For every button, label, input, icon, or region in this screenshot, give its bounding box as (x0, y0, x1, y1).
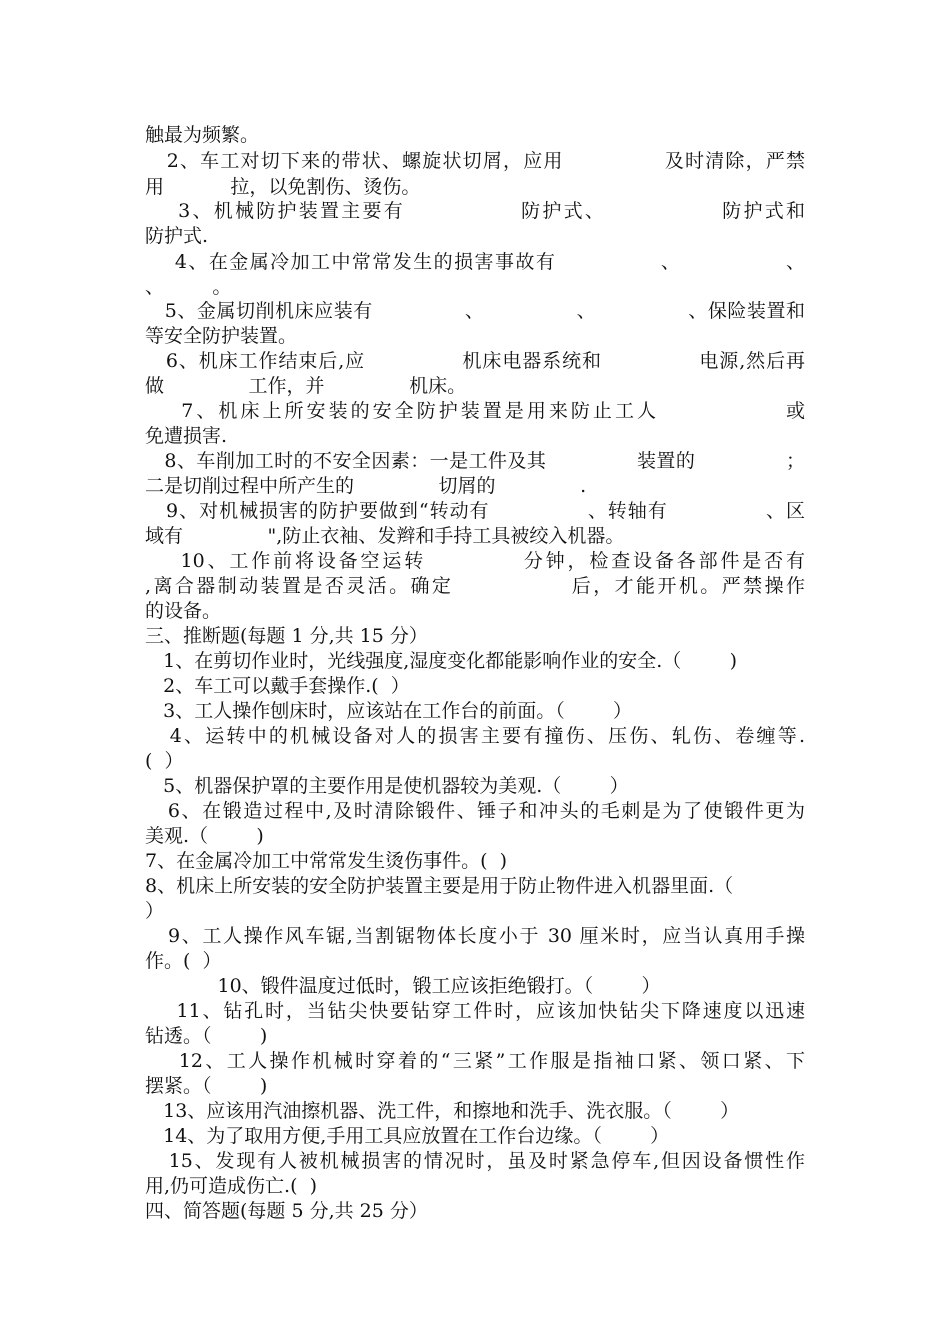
question-line: 5、机器保护罩的主要作用是使机器较为美观.（ ） (145, 775, 629, 797)
question-line: ( ） (145, 750, 184, 772)
question-line: 摆紧。（ ) (145, 1075, 268, 1097)
text-line: 防护式. (145, 225, 209, 247)
question-line: 7、在金属冷加工中常常发生烫伤事件。( ) (145, 850, 507, 872)
text-line: 4、在金属冷加工中常常发生的损害事故有 、 、 (145, 251, 805, 273)
question-line: 11、钻孔时，当钻尖快要钻穿工件时，应该加快钻尖下降速度以迅速 (145, 1000, 805, 1022)
question-line: 9、工人操作风车锯,当割锯物体长度小于 30 厘米时，应当认真用手操 (145, 925, 805, 947)
question-line: 4、运转中的机械设备对人的损害主要有撞伤、压伤、轧伤、卷缠等. (145, 725, 805, 747)
text-line: 域有 ",防止衣袖、发辫和手持工具被绞入机器。 (145, 525, 625, 547)
text-line: 6、机床工作结束后,应 机床电器系统和 电源,然后再 (145, 350, 805, 372)
question-line: 15、发现有人被机械损害的情况时，虽及时紧急停车,但因设备惯性作 (145, 1150, 805, 1172)
question-line: 6、在锻造过程中,及时清除锻件、锤子和冲头的毛刺是为了使锻件更为 (145, 800, 805, 822)
question-line: 13、应该用汽油擦机器、洗工件，和擦地和洗手、洗衣服。（ ） (145, 1100, 740, 1122)
question-line: 钻透。（ ) (145, 1025, 268, 1047)
question-line: 10、锻件温度过低时，锻工应该拒绝锻打。（ ） (145, 975, 661, 997)
text-line: 二是切削过程中所产生的 切屑的 . (145, 475, 587, 497)
text-line: 5、金属切削机床应装有 、 、 、保险装置和 (145, 300, 805, 322)
question-line: 用,仍可造成伤亡.( ) (145, 1175, 317, 1197)
question-line: 美观.（ ) (145, 825, 264, 847)
text-line: 2、车工对切下来的带状、螺旋状切屑，应用 及时清除，严禁 (145, 150, 805, 172)
question-line: 作。( ） (145, 950, 222, 972)
question-line: 2、车工可以戴手套操作.( ） (145, 675, 410, 697)
text-line: 用 拉，以免割伤、烫伤。 (145, 176, 421, 198)
question-line: 12、工人操作机械时穿着的“三紧”工作服是指袖口紧、领口紧、下 (145, 1050, 805, 1072)
question-line: 3、工人操作刨床时，应该站在工作台的前面。（ ） (145, 700, 633, 722)
text-line: 7、机床上所安装的安全防护装置是用来防止工人 或 (145, 400, 805, 422)
text-line: 的设备。 (145, 600, 222, 622)
question-line: ） (145, 900, 165, 922)
text-line: 免遭损害. (145, 425, 228, 447)
text-line: 做 工作，并 机床。 (145, 375, 467, 397)
section-heading: 三、推断题(每题 1 分,共 15 分） (145, 625, 428, 647)
question-line: 8、机床上所安装的安全防护装置主要是用于防止物件进入机器里面.（ (145, 875, 734, 897)
section-heading: 四、简答题(每题 5 分,共 25 分） (145, 1200, 428, 1222)
text-line: 等安全防护装置。 (145, 325, 298, 347)
text-line: 8、车削加工时的不安全因素：一是工件及其 装置的 ； (145, 450, 805, 472)
question-line: 1、在剪切作业时，光线强度,湿度变化都能影响作业的安全.（ ) (145, 650, 738, 672)
text-line: 10、工作前将设备空运转 分钟，检查设备各部件是否有 (145, 550, 805, 572)
text-line: 触最为频繁。 (145, 124, 260, 146)
text-line: ,离合器制动装置是否灵活。确定 后，才能开机。严禁操作 (145, 575, 805, 597)
question-line: 14、为了取用方便,手用工具应放置在工作台边缘。（ ） (145, 1125, 670, 1147)
text-line: 、 。 (145, 276, 232, 298)
text-line: 9、对机械损害的防护要做到“转动有 、转轴有 、区 (145, 500, 805, 522)
text-line: 3、机械防护装置主要有 防护式、 防护式和 (145, 200, 805, 222)
